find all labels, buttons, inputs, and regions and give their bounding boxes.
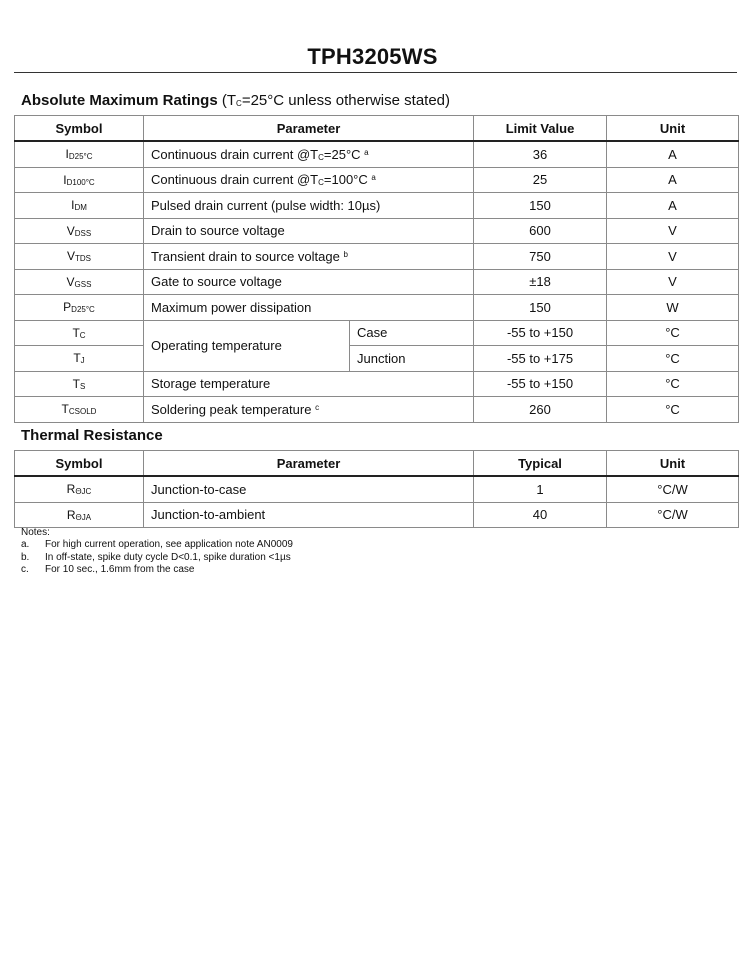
- unit-cell: °C/W: [607, 502, 739, 528]
- symbol-sub: J: [80, 356, 85, 366]
- symbol-main: T: [73, 351, 81, 366]
- value-cell: -55 to +150: [474, 371, 607, 397]
- thermal-heading: [21, 427, 163, 444]
- thermal-heading-text: Thermal Resistance: [21, 427, 163, 444]
- title-divider: [14, 72, 737, 73]
- note-letter: b.: [21, 551, 30, 563]
- symbol-cell: [15, 502, 144, 528]
- symbol-cell: [15, 397, 144, 423]
- unit-cell: A: [607, 167, 739, 193]
- header-typical: Typical: [474, 451, 607, 477]
- parameter-cell: Junction-to-ambient: [144, 502, 474, 528]
- symbol-sub: D100°C: [66, 177, 95, 187]
- note-item: [21, 552, 293, 564]
- abs-cond-open: (T: [217, 92, 237, 109]
- symbol-cell: [15, 346, 144, 372]
- table-row: [15, 397, 739, 423]
- header-limit-value: Limit Value: [474, 116, 607, 142]
- parameter-cell: Storage temperature: [144, 371, 474, 397]
- symbol-main: I: [63, 172, 67, 187]
- parameter-cell: Gate to source voltage: [144, 269, 474, 295]
- symbol-main: I: [65, 147, 69, 162]
- unit-cell: V: [607, 218, 739, 244]
- symbol-main: R: [66, 507, 76, 522]
- symbol-main: P: [63, 300, 72, 315]
- table-row: [15, 244, 739, 270]
- abs-cond-close: =25°C unless otherwise stated): [241, 92, 451, 109]
- param-text: Continuous drain current @T: [151, 146, 319, 162]
- symbol-sub: S: [80, 381, 86, 391]
- symbol-cell: [15, 141, 144, 167]
- table-row: [15, 141, 739, 167]
- abs-max-heading-text: Absolute Maximum Ratings: [21, 92, 218, 109]
- param-tail: =25°C: [323, 146, 361, 162]
- table-row: [15, 371, 739, 397]
- value-cell: -55 to +175: [474, 346, 607, 372]
- symbol-sub: TDS: [75, 254, 91, 264]
- footnote-ref: a: [371, 173, 376, 183]
- table-row: [15, 476, 739, 502]
- header-symbol: Symbol: [15, 451, 144, 477]
- parameter-cell: Operating temperature: [144, 320, 350, 371]
- symbol-sub: CSOLD: [68, 407, 97, 417]
- parameter-cell: Pulsed drain current (pulse width: 10µs): [144, 193, 474, 219]
- param-text: Soldering peak temperature: [151, 401, 312, 417]
- symbol-sub: GSS: [74, 279, 92, 289]
- note-text: In off-state, spike duty cycle D<0.1, spike duration <1µs: [45, 551, 291, 563]
- unit-cell: °C: [607, 371, 739, 397]
- footnote-ref: b: [343, 249, 348, 259]
- value-cell: 150: [474, 295, 607, 321]
- thermal-table: [14, 450, 739, 528]
- note-text: For high current operation, see application note AN0009: [45, 539, 293, 551]
- abs-max-table: [14, 115, 739, 423]
- symbol-cell: [15, 244, 144, 270]
- note-text: For 10 sec., 1.6mm from the case: [45, 563, 195, 575]
- value-cell: 600: [474, 218, 607, 244]
- header-unit: Unit: [607, 451, 739, 477]
- symbol-main: V: [66, 274, 75, 289]
- symbol-cell: [15, 218, 144, 244]
- value-cell: -55 to +150: [474, 320, 607, 346]
- unit-cell: V: [607, 244, 739, 270]
- value-cell: ±18: [474, 269, 607, 295]
- parameter-cell: [144, 244, 474, 270]
- note-item: [21, 539, 293, 551]
- parameter-cell: [144, 397, 474, 423]
- header-parameter: Parameter: [144, 116, 474, 142]
- table-row: [15, 218, 739, 244]
- unit-cell: °C/W: [607, 476, 739, 502]
- symbol-cell: [15, 167, 144, 193]
- footnote-ref: a: [364, 147, 369, 157]
- symbol-sub: DSS: [74, 228, 92, 238]
- parameter-cell: Drain to source voltage: [144, 218, 474, 244]
- sub-parameter-cell: Junction: [350, 346, 474, 372]
- sub-parameter-cell: Case: [350, 320, 474, 346]
- symbol-main: R: [66, 482, 76, 497]
- parameter-cell: [144, 141, 474, 167]
- abs-cond-sub: C: [236, 99, 242, 108]
- document-title: TPH3205WS: [307, 44, 438, 69]
- symbol-cell: [15, 476, 144, 502]
- value-cell: 25: [474, 167, 607, 193]
- param-text: Transient drain to source voltage: [151, 248, 340, 264]
- table-row: [15, 320, 739, 346]
- table-row: [15, 193, 739, 219]
- param-sub: C: [318, 152, 324, 162]
- notes-heading: Notes:: [21, 527, 50, 538]
- symbol-main: V: [66, 223, 75, 238]
- value-cell: 150: [474, 193, 607, 219]
- abs-header-row: [15, 116, 739, 142]
- unit-cell: °C: [607, 320, 739, 346]
- parameter-cell: [144, 167, 474, 193]
- note-letter: c.: [21, 563, 29, 575]
- abs-max-heading: [21, 92, 450, 109]
- abs-max-condition: [218, 92, 450, 109]
- unit-cell: A: [607, 141, 739, 167]
- unit-cell: W: [607, 295, 739, 321]
- notes-section: [21, 527, 293, 576]
- unit-cell: °C: [607, 346, 739, 372]
- note-letter: a.: [21, 539, 30, 551]
- unit-cell: A: [607, 193, 739, 219]
- unit-cell: V: [607, 269, 739, 295]
- thermal-header-row: [15, 451, 739, 477]
- table-row: [15, 502, 739, 528]
- header-parameter: Parameter: [144, 451, 474, 477]
- symbol-sub: ΘJA: [75, 512, 92, 522]
- value-cell: 40: [474, 502, 607, 528]
- note-item: [21, 564, 293, 576]
- value-cell: 36: [474, 141, 607, 167]
- symbol-cell: [15, 269, 144, 295]
- symbol-main: T: [72, 325, 80, 340]
- symbol-cell: [15, 193, 144, 219]
- symbol-sub: DM: [74, 203, 87, 213]
- symbol-main: T: [72, 376, 80, 391]
- header-symbol: Symbol: [15, 116, 144, 142]
- symbol-main: T: [61, 402, 69, 417]
- symbol-cell: [15, 320, 144, 346]
- header-unit: Unit: [607, 116, 739, 142]
- symbol-main: I: [71, 198, 75, 213]
- value-cell: 260: [474, 397, 607, 423]
- symbol-main: V: [66, 249, 75, 264]
- value-cell: 750: [474, 244, 607, 270]
- unit-cell: °C: [607, 397, 739, 423]
- symbol-sub: ΘJC: [75, 487, 92, 497]
- parameter-cell: Maximum power dissipation: [144, 295, 474, 321]
- footnote-ref: c: [315, 402, 320, 412]
- table-row: [15, 346, 739, 372]
- symbol-sub: D25°C: [68, 152, 93, 162]
- param-tail: =100°C: [323, 172, 368, 188]
- symbol-cell: [15, 295, 144, 321]
- symbol-sub: D25°C: [71, 305, 95, 315]
- table-row: [15, 167, 739, 193]
- table-row: [15, 269, 739, 295]
- param-text: Continuous drain current @T: [151, 172, 319, 188]
- parameter-cell: Junction-to-case: [144, 476, 474, 502]
- symbol-cell: [15, 371, 144, 397]
- table-row: [15, 295, 739, 321]
- param-sub: C: [318, 178, 324, 188]
- symbol-sub: C: [79, 330, 86, 340]
- value-cell: 1: [474, 476, 607, 502]
